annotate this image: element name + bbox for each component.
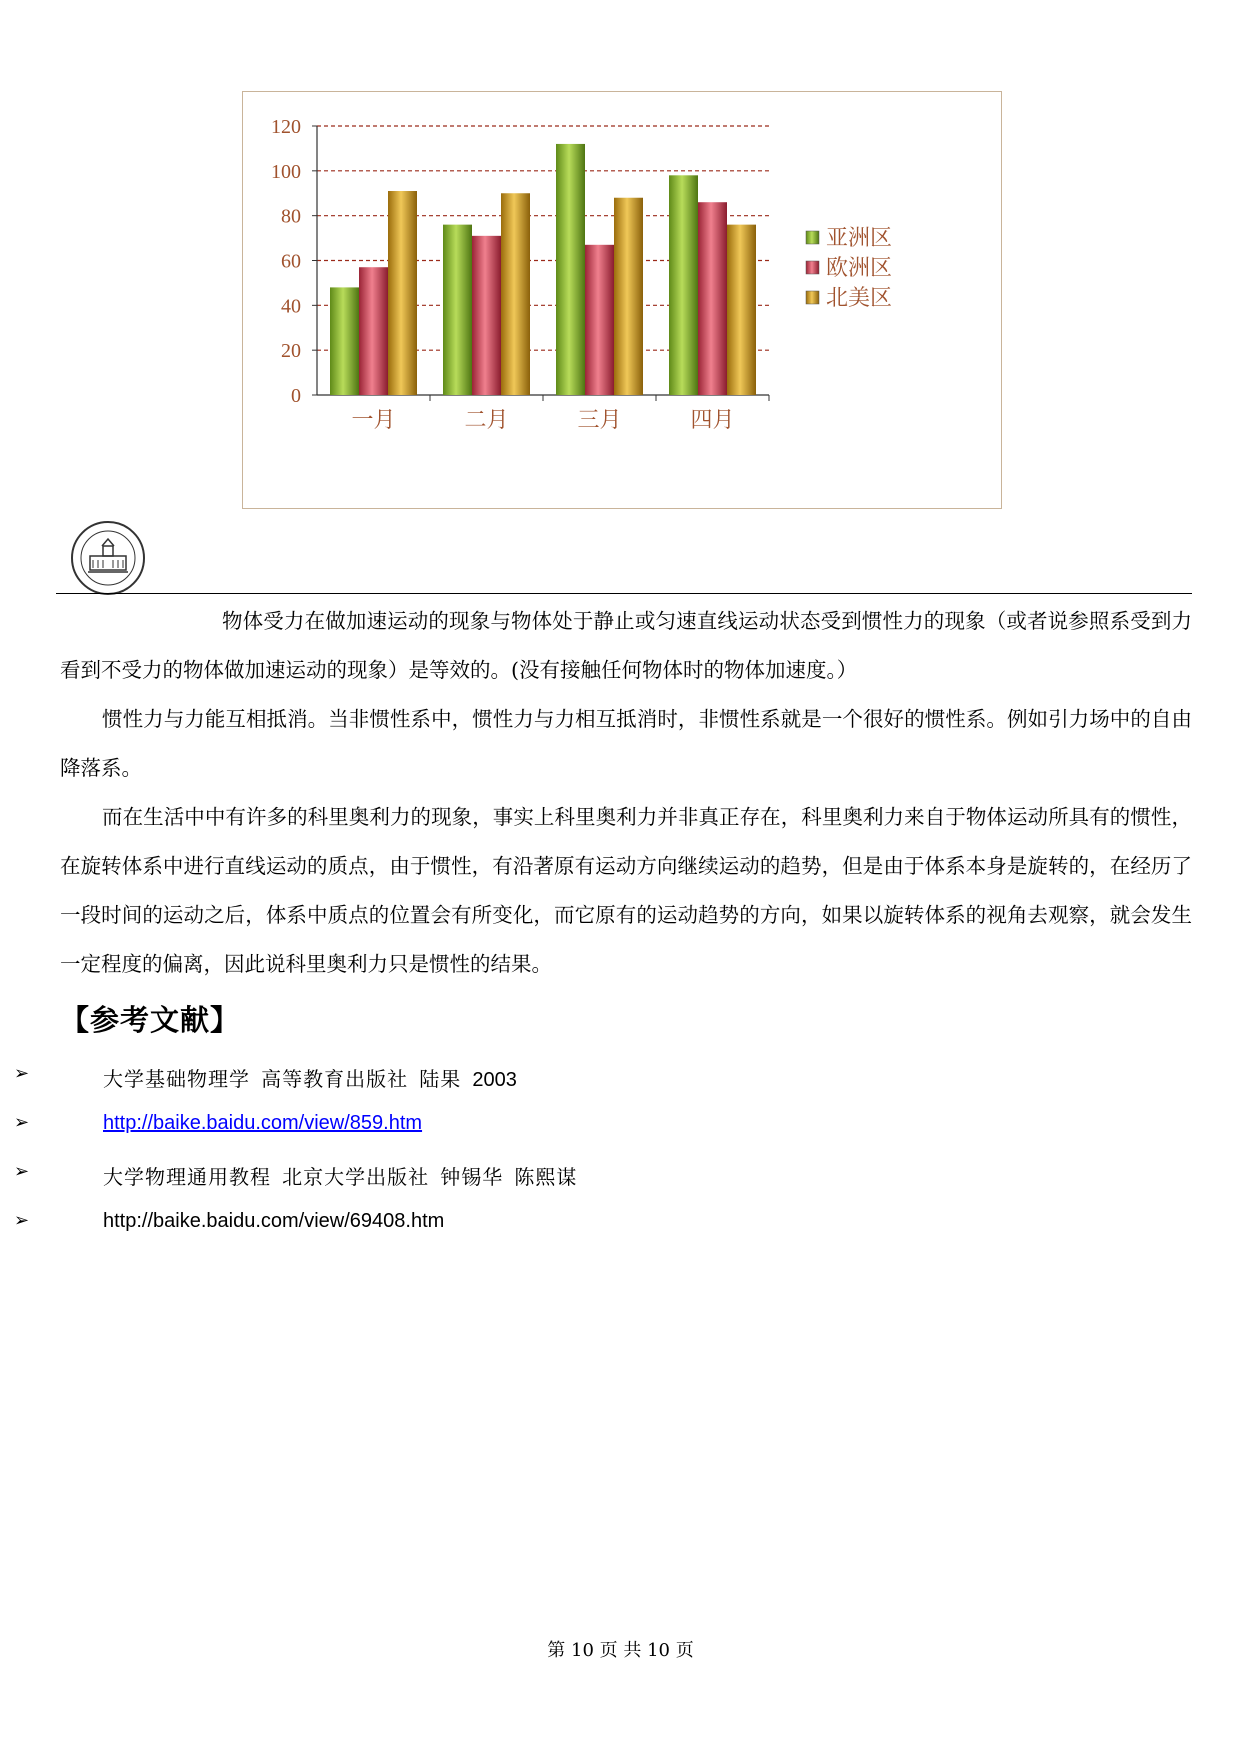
x-tick-label: 二月 (464, 408, 509, 433)
bar (388, 191, 417, 395)
legend-swatch (806, 261, 819, 274)
reference-author: 陈熙谋 (514, 1165, 578, 1189)
bar (359, 267, 388, 395)
bar-chart (242, 91, 1002, 509)
references-heading: 【参考文献】 (60, 1003, 241, 1037)
bar (698, 202, 727, 395)
y-tick-label: 20 (281, 340, 301, 363)
y-tick-label: 60 (281, 250, 301, 273)
bar (727, 225, 756, 395)
reference-title: 大学物理通用教程 (103, 1165, 271, 1189)
paragraph-1: 物体受力在做加速运动的现象与物体处于静止或匀速直线运动状态受到惯性力的现象（或者说参照系受到力看到不受力的物体做加速运动的现象）是等效的。(没有接触任何物体时的物体加速度。） (60, 609, 1192, 682)
arrow-bullet-icon: ➢ (14, 1161, 30, 1182)
y-tick-label: 80 (281, 205, 301, 228)
chart-canvas (243, 92, 1001, 508)
bar (472, 236, 501, 395)
reference-author: 陆果 (419, 1067, 462, 1091)
header-rule (56, 593, 1192, 594)
arrow-bullet-icon: ➢ (14, 1063, 30, 1084)
x-tick-label: 一月 (351, 408, 396, 433)
legend-label: 北美区 (826, 286, 893, 311)
paragraph-2: 惯性力与力能互相抵消。当非惯性系中，惯性力与力相互抵消时，非惯性系就是一个很好的惯性系。例如引力场中的自由降落系。 (60, 707, 1192, 780)
legend-label: 亚洲区 (826, 226, 893, 251)
x-tick-label: 三月 (577, 408, 622, 433)
reference-year: 2003 (472, 1069, 517, 1091)
page-footer: 第 10 页 共 10 页 (547, 1640, 694, 1661)
legend-swatch (806, 291, 819, 304)
reference-publisher: 北京大学出版社 (282, 1165, 430, 1189)
bar (330, 287, 359, 395)
legend-label: 欧洲区 (826, 256, 893, 281)
bar (669, 175, 698, 395)
bar (614, 198, 643, 395)
paragraph-3: 而在生活中中有许多的科里奥利力的现象，事实上科里奥利力并非真正存在，科里奥利力来自于物体运动所具有的惯性，在旋转体系中进行直线运动的质点，由于惯性，有沿著原有运动方向继续运动的趋势，但是由于体系本身是旋转的，在经历了一段时间的运动之后，体系中质点的位置会有所变化，而它原有的运动趋势的方向，如果以旋转体系的视角去观察，就会发生一定程度的偏离，因此说科里奥利力只是惯性的结果。 (60, 805, 1192, 976)
reference-url-text: http://baike.baidu.com/view/69408.htm (103, 1210, 445, 1232)
university-seal-logo (58, 520, 158, 596)
reference-publisher: 高等教育出版社 (261, 1067, 409, 1091)
reference-link[interactable]: http://baike.baidu.com/view/859.htm (103, 1112, 423, 1134)
reference-author: 钟锡华 (440, 1165, 504, 1189)
y-tick-label: 120 (271, 116, 301, 138)
reference-title: 大学基础物理学 (103, 1067, 250, 1091)
legend-swatch (806, 231, 819, 244)
x-tick-label: 四月 (690, 408, 735, 433)
arrow-bullet-icon: ➢ (14, 1112, 30, 1133)
arrow-bullet-icon: ➢ (14, 1210, 30, 1231)
bar (556, 144, 585, 395)
y-tick-label: 40 (281, 295, 301, 318)
bar (501, 193, 530, 395)
y-tick-label: 0 (291, 385, 301, 407)
bar (585, 245, 614, 395)
y-tick-label: 100 (271, 160, 301, 183)
bar (443, 225, 472, 395)
